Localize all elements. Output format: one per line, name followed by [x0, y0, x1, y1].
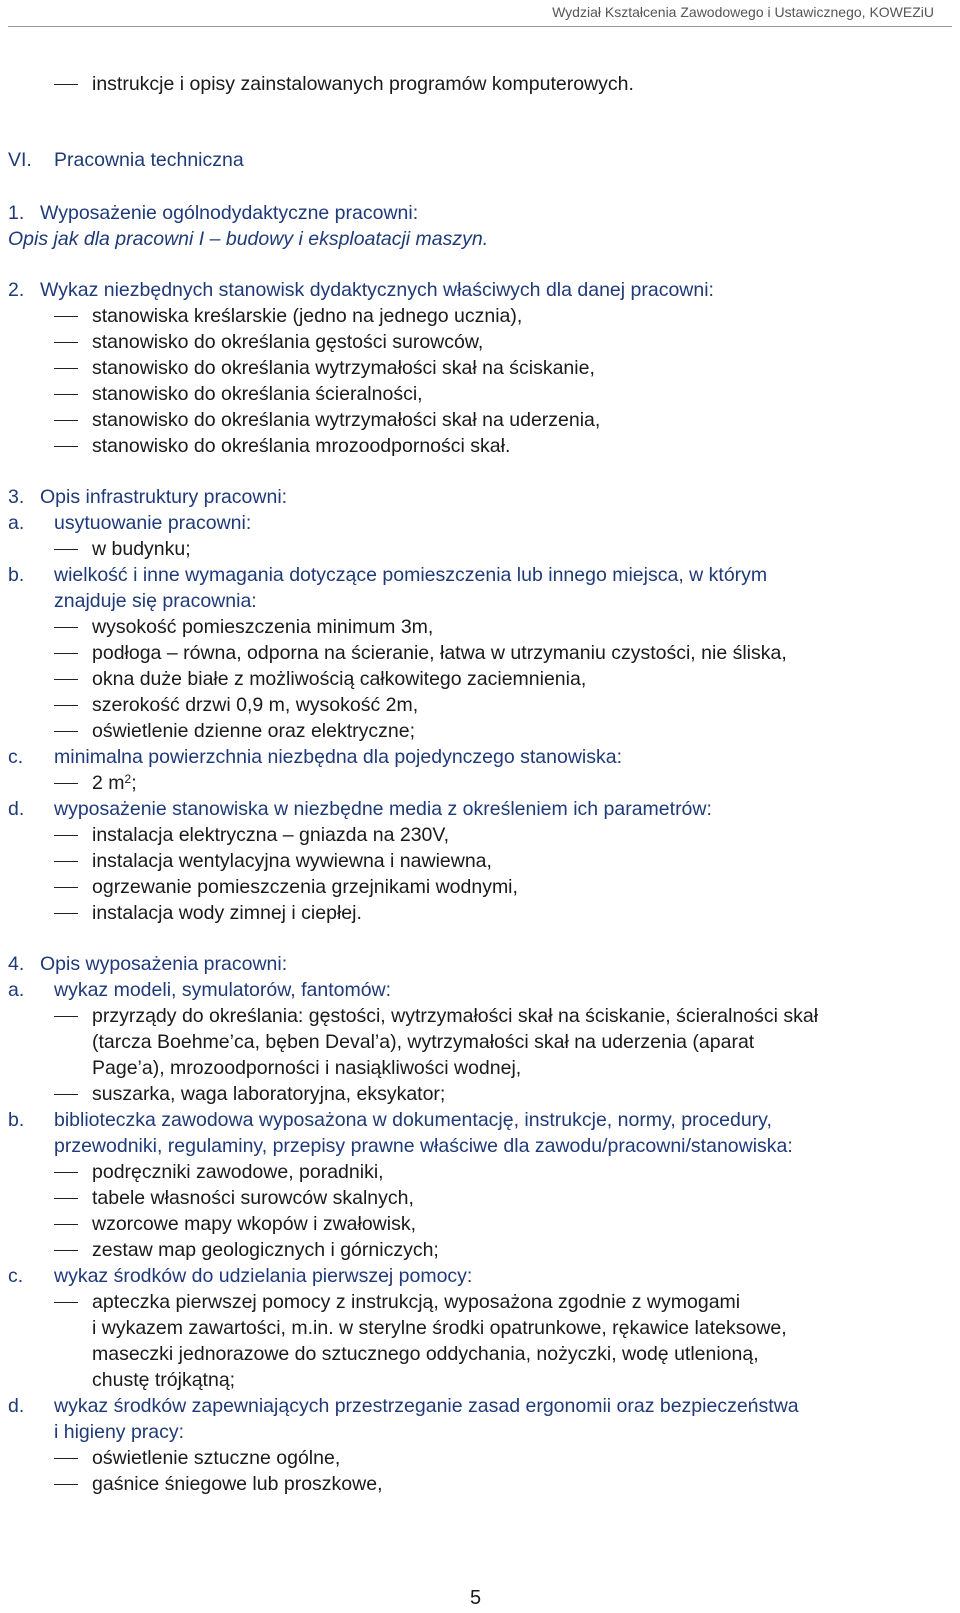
- bullet-dash: [54, 913, 78, 914]
- bullet-dash: [54, 861, 78, 862]
- bullet-dash: [54, 446, 78, 447]
- bullet-dash: [54, 1484, 78, 1485]
- page-header: Wydział Kształcenia Zawodowego i Ustawicznego, KOWEZiU: [552, 4, 934, 20]
- bullet-dash: [54, 316, 78, 317]
- bullet-dash: [54, 627, 78, 628]
- bullet-dash: [54, 1302, 78, 1303]
- bullet-dash: [54, 1198, 78, 1199]
- header-divider: [8, 26, 952, 27]
- bullet-dash: [54, 84, 78, 85]
- bullet-dash: [54, 1458, 78, 1459]
- bullet-dash: [54, 1224, 78, 1225]
- bullet-dash: [54, 835, 78, 836]
- bullet-dash: [54, 653, 78, 654]
- bullet-dash: [54, 1250, 78, 1251]
- bullet-dash: [54, 1016, 78, 1017]
- bullet-dash: [54, 549, 78, 550]
- bullet-dash: [54, 887, 78, 888]
- bullet-dash: [54, 420, 78, 421]
- bullet-dash: [54, 705, 78, 706]
- bullet-dash: [54, 394, 78, 395]
- page-number: 5: [470, 1587, 482, 1609]
- bullet-dash: [54, 368, 78, 369]
- bullet-dash: [54, 731, 78, 732]
- bullet-dash: [54, 783, 78, 784]
- bullet-dash: [54, 679, 78, 680]
- bullet-dash: [54, 1172, 78, 1173]
- bullet-dash: [54, 1094, 78, 1095]
- bullet-dash: [54, 342, 78, 343]
